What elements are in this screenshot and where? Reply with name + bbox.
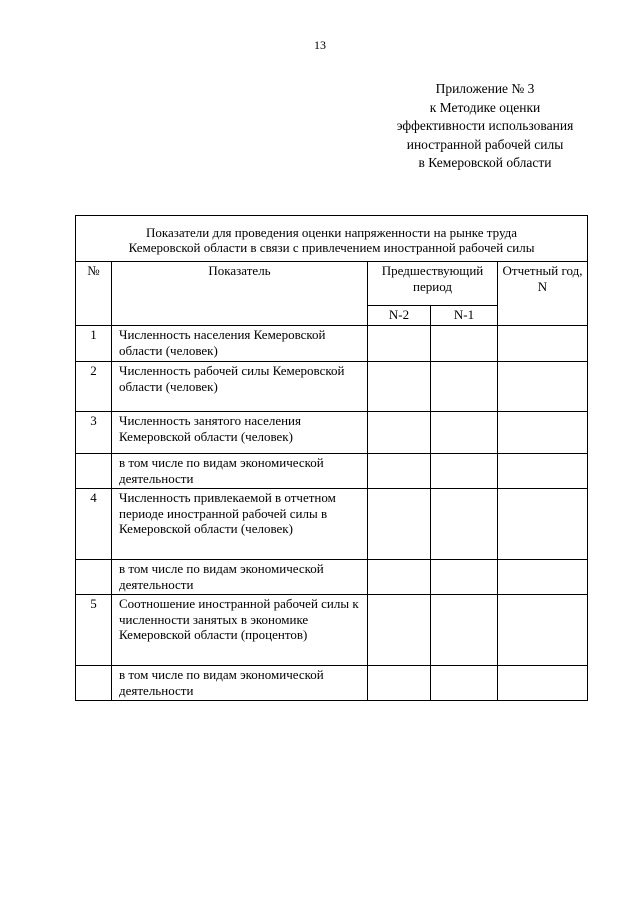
row-indicator: Численность привлекаемой в отчетном периоде иностранной рабочей силы в Кемеровской области (человек): [112, 489, 368, 560]
table-title-line: Показатели для проведения оценки напряженности на рынке труда: [145, 224, 518, 240]
appendix-line: к Методике оценки: [429, 99, 541, 115]
table-row: [76, 326, 588, 362]
row-indicator: в том числе по видам экономической деятельности: [112, 666, 368, 701]
row-number: [76, 454, 112, 489]
cell-n: [498, 412, 588, 454]
table-title-line: Кемеровской области в связи с привлечением иностранной рабочей силы: [128, 240, 535, 255]
row-number: 1: [76, 326, 112, 362]
cell-n2: [368, 666, 431, 701]
table-row: [76, 560, 588, 595]
appendix-header: [360, 80, 610, 173]
row-indicator: в том числе по видам экономической деятельности: [112, 560, 368, 595]
header-number: №: [76, 262, 112, 326]
table-row: [76, 362, 588, 412]
cell-n1: [431, 326, 498, 362]
table-row: [76, 489, 588, 560]
row-indicator: Численность рабочей силы Кемеровской области (человек): [112, 362, 368, 412]
cell-n1: [431, 595, 498, 666]
cell-n1: [431, 454, 498, 489]
table-title: [76, 216, 588, 262]
cell-n: [498, 454, 588, 489]
cell-n: [498, 560, 588, 595]
cell-n1: [431, 560, 498, 595]
table-header-row: [76, 262, 588, 306]
row-indicator: в том числе по видам экономической деятельности: [112, 454, 368, 489]
row-indicator: Численность населения Кемеровской области (человек): [112, 326, 368, 362]
appendix-line: Приложение № 3: [435, 81, 535, 96]
indicators-table: [75, 215, 588, 701]
header-previous-period: Предшествующий период: [368, 262, 498, 306]
cell-n2: [368, 362, 431, 412]
row-indicator: Численность занятого населения Кемеровской области (человек): [112, 412, 368, 454]
cell-n2: [368, 454, 431, 489]
cell-n: [498, 595, 588, 666]
cell-n: [498, 489, 588, 560]
cell-n: [498, 326, 588, 362]
cell-n2: [368, 412, 431, 454]
table-row: [76, 666, 588, 701]
header-reporting-year: Отчетный год, N: [498, 262, 588, 326]
row-number: [76, 666, 112, 701]
cell-n1: [431, 362, 498, 412]
row-number: 5: [76, 595, 112, 666]
row-indicator: Соотношение иностранной рабочей силы к численности занятых в экономике Кемеровской области (процентов): [112, 595, 368, 666]
cell-n2: [368, 326, 431, 362]
cell-n: [498, 362, 588, 412]
cell-n2: [368, 489, 431, 560]
row-number: 4: [76, 489, 112, 560]
cell-n1: [431, 666, 498, 701]
row-number: 3: [76, 412, 112, 454]
appendix-line: в Кемеровской области: [418, 155, 552, 170]
table-title-row: [76, 216, 588, 262]
cell-n2: [368, 560, 431, 595]
cell-n1: [431, 489, 498, 560]
appendix-line: иностранной рабочей силы: [406, 136, 564, 152]
row-number: [76, 560, 112, 595]
cell-n: [498, 666, 588, 701]
header-n2: N-2: [368, 306, 431, 326]
appendix-line: эффективности использования: [396, 118, 574, 133]
cell-n1: [431, 412, 498, 454]
header-n1: N-1: [431, 306, 498, 326]
table-row: [76, 454, 588, 489]
page-number: 13: [314, 38, 326, 52]
table-row: [76, 412, 588, 454]
header-indicator: Показатель: [112, 262, 368, 326]
table-row: [76, 595, 588, 666]
cell-n2: [368, 595, 431, 666]
row-number: 2: [76, 362, 112, 412]
